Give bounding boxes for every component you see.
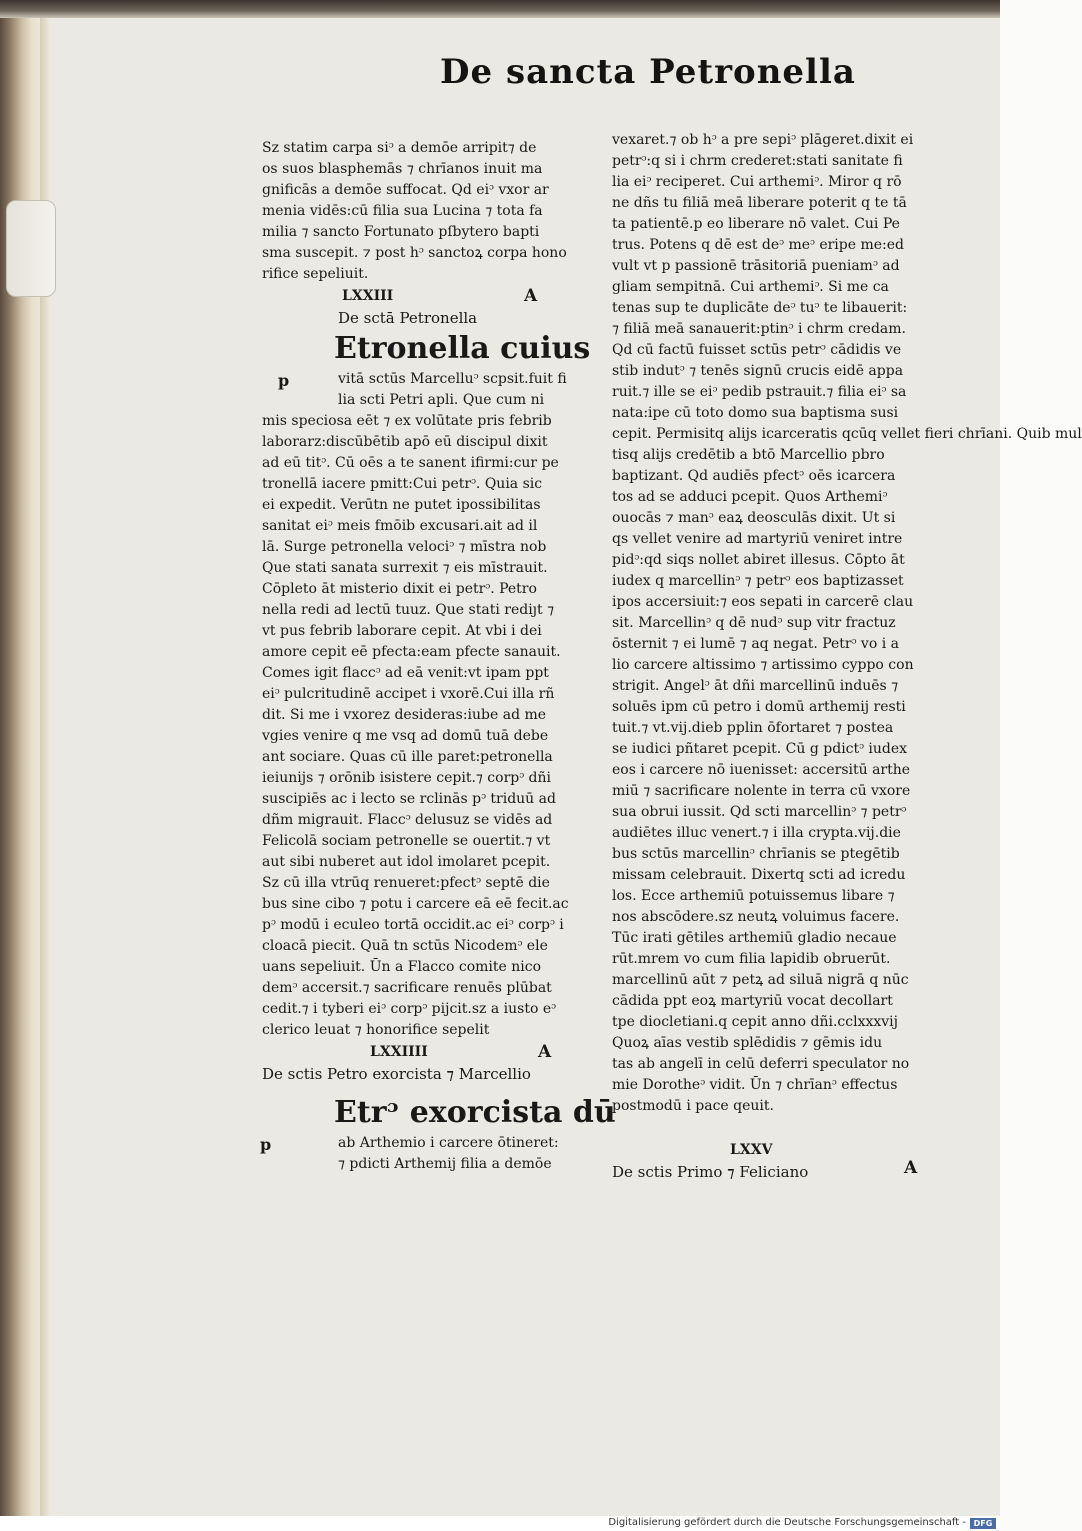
text-line: vult vt p passionē trāsitoriā pueniamᵓ ad — [612, 258, 900, 274]
left-column-body-text — [262, 411, 590, 1041]
right-column-body-text — [612, 130, 1082, 1117]
text-line: mis speciosa eēt ⁊ ex volūtate pris febrib — [262, 413, 552, 429]
text-line: ant sociare. Quas cū ille paret:petronella — [262, 749, 553, 765]
opening-words: Etrᵓ exorcista dū — [334, 1095, 616, 1130]
text-line: Comes igit flaccᵓ ad eā venit:vt ipam ppt — [262, 665, 549, 681]
text-line: ⁊ filiā meā sanauerit:ptinᵓ i chrm credam. — [612, 321, 906, 337]
chapter-number: LXXIIII — [370, 1044, 428, 1060]
text-line: ei expedit. Verūtn ne putet ipossibilitas — [262, 497, 541, 513]
chapter-title-row — [612, 1158, 952, 1183]
text-line: marcellinū aūt ⁊ petꝝ ad siluā nigrā q nūc — [612, 972, 909, 988]
text-line: eos i carcere nō iuenisset: accersitū arthe — [612, 762, 911, 778]
text-line: demᵓ accersit.⁊ sacrificare renuēs plūbat — [262, 980, 552, 996]
text-line: ad eū titᵓ. Cū oēs a te sanent ifirmi:cur pe — [262, 455, 559, 471]
text-line: tpe diocletiani.q cepit anno dñi.cclxxxvij — [612, 1014, 898, 1030]
text-line: Sz statim carpa siᵓ a demōe arripit⁊ de — [262, 140, 537, 156]
text-line: ieiunijs ⁊ orōnib isistere cepit.⁊ corpᵓ dñi — [262, 770, 551, 786]
text-line: nos abscōdere.sz neutꝝ voluimus facere. — [612, 909, 900, 925]
text-line: Qd cū factū fuisset sctūs petrᵓ cādidis ve — [612, 342, 902, 358]
text-line: petrᵓ:q si i chrm crederet:stati sanitate fi — [612, 153, 903, 169]
text-line: nella redi ad lectū tuuz. Que stati rediȷt ⁊ — [262, 602, 555, 618]
text-line: uans sepeliuit. Ūn a Flacco comite nico — [262, 959, 542, 975]
text-line: tos ad se adduci pcepit. Quos Arthemiᵓ — [612, 489, 888, 505]
text-line: tronellā iacere pmitt:Cui petrᵓ. Quia sic — [262, 476, 543, 492]
text-line: trus. Potens q dē est deᵓ meᵓ eripe me:ed — [612, 237, 904, 253]
text-line: audiētes illuc venert.⁊ i illa crypta.vij.die — [612, 825, 901, 841]
chapter-number: LXXV — [730, 1142, 773, 1158]
text-line: ouocās ⁊ manᵓ eaꝝ deosculās dixit. Ut si — [612, 510, 896, 526]
text-line: ne dñs tu filiā meā liberare poterit q te tā — [612, 195, 907, 211]
running-head: De sancta Petronella — [440, 52, 856, 92]
text-line: Quoꝝ aīas vestib splēdidis ⁊ gēmis idu — [612, 1035, 883, 1051]
text-line: los. Ecce arthemiū potuissemus libare ⁊ — [612, 888, 895, 904]
indented-lines — [262, 369, 590, 411]
text-line: dit. Si me i vxorez desideras:iube ad me — [262, 707, 547, 723]
page-marker-tab — [6, 200, 56, 297]
text-line: clerico leuat ⁊ honorifice sepelit — [262, 1022, 490, 1038]
text-line: lia eiᵓ reciperet. Cui arthemiᵓ. Miror q rō — [612, 174, 902, 190]
text-line: iudex q marcellinᵓ ⁊ petrᵓ eos baptizasset — [612, 573, 904, 589]
chapter-letter: A — [904, 1158, 918, 1178]
right-column — [612, 130, 1082, 1183]
text-line: sma suscepit. ⁊ post hᵓ sanctoꝝ corpa hono — [262, 245, 567, 261]
text-line: vitā sctūs Marcelluᵓ scpsit.fuit fi — [338, 371, 567, 387]
text-line: strigit. Angelᵓ āt dñi marcellinū induēs ⁊ — [612, 678, 899, 694]
text-line: postmodū i pace qeuit. — [612, 1098, 774, 1114]
dfg-logo: DFG — [970, 1518, 996, 1529]
text-line: Cōpleto āt misterio dixit ei petrᵓ. Petro — [262, 581, 537, 597]
text-line: ōsternit ⁊ ei lumē ⁊ aq negat. Petrᵓ vo i a — [612, 636, 899, 652]
text-line: Que stati sanata surrexit ⁊ eis mīstrauit. — [262, 560, 548, 576]
top-edge — [0, 0, 1000, 18]
chapter-title: De sctā Petronella — [338, 309, 478, 327]
left-column-opening-text — [262, 138, 590, 285]
chapter-heading-74 — [262, 1041, 590, 1063]
text-line: menia vidēs:cū filia sua Lucina ⁊ tota fa — [262, 203, 543, 219]
text-line: lā. Surge petronella velociᵓ ⁊ mīstra nob — [262, 539, 547, 555]
text-line: Sz cū illa vtrūq renueret:pfectᵓ septē die — [262, 875, 550, 891]
text-line: ipos accersiuit:⁊ eos sepati in carcerē clau — [612, 594, 914, 610]
text-line: nata:ipe cū toto domo sua baptisma susi — [612, 405, 899, 421]
text-line: Felicolā sociam petronelle se ouertit.⁊ vt — [262, 833, 551, 849]
text-line: tas ab angelī in celū deferri speculator no — [612, 1056, 910, 1072]
text-line: ta patientē.p eo liberare nō valet. Cui Pe — [612, 216, 900, 232]
opening-words: Etronella cuius — [334, 331, 591, 366]
text-line: mie Dorotheᵓ vidit. Ūn ⁊ chrīanᵓ effectus — [612, 1077, 898, 1093]
text-line: cloacā piecit. Quā tn sctūs Nicodemᵓ ele — [262, 938, 548, 954]
text-line: bus sine cibo ⁊ potu i carcere eā eē fecit.ac — [262, 896, 569, 912]
text-line: ab Arthemio i carcere ōtineret: — [338, 1135, 559, 1151]
chapter-letter: A — [538, 1042, 552, 1062]
text-line: soluēs ipm cū petro i domū arthemij resti — [612, 699, 906, 715]
text-line: qs vellet venire ad martyriū veniret intre — [612, 531, 903, 547]
text-line: cedit.⁊ i tyberi eiᵓ corpᵓ pijcit.sz a iusto eᵓ — [262, 1001, 556, 1017]
initial-guide-letter: p — [260, 1135, 272, 1154]
text-line: rifice sepeliuit. — [262, 266, 369, 282]
text-line: Tūc irati gētiles arthemiū gladio necaue — [612, 930, 897, 946]
text-line: tuit.⁊ vt.vij.dieb pplin ōfortaret ⁊ postea — [612, 720, 894, 736]
text-line: rūt.mrem vo cum filia lapidib obruerūt. — [612, 951, 891, 967]
text-line: milia ⁊ sancto Fortunato pſbytero bapti — [262, 224, 540, 240]
text-line: sua obrui iussit. Qd scti marcellinᵓ ⁊ petrᵓ — [612, 804, 907, 820]
chapter-title: De sctis Petro exorcista ⁊ Marcellio — [262, 1065, 531, 1083]
text-line: tisq alijs credētib a btō Marcellio pbro — [612, 447, 885, 463]
text-line: sanitat eiᵓ meis fmōib excusari.ait ad il — [262, 518, 538, 534]
text-line: ⁊ pdicti Arthemij filia a demōe — [338, 1156, 552, 1172]
text-line: cādida ppt eoꝝ martyriū vocat decollart — [612, 993, 893, 1009]
text-line: pidᵓ:qd siqs nollet abiret illesus. Cōpto āt — [612, 552, 905, 568]
text-line: vexaret.⁊ ob hᵓ a pre sepiᵓ plāgeret.dixit ei — [612, 132, 914, 148]
text-line: se iudici pñtaret pcepit. Cū g pdictᵓ iudex — [612, 741, 908, 757]
text-line: baptizant. Qd audiēs pfectᵓ oēs icarcera — [612, 468, 896, 484]
text-line: vgies venire q me vsq ad domū tuā debe — [262, 728, 549, 744]
text-line: tenas sup te duplicāte deᵓ tuᵓ te libauerit: — [612, 300, 908, 316]
initial-guide-letter: p — [278, 371, 290, 390]
text-line: cepit. Permisitq alijs icarceratis qcūq vellet fieri chrīani. Quib mul — [612, 426, 1082, 442]
text-line: gliam sempitnā. Cui arthemiᵓ. Si me ca — [612, 279, 889, 295]
text-line: missam celebrauit. Dixertq scti ad icredu — [612, 867, 906, 883]
text-line: eiᵓ pulcritudinē accipet i vxorē.Cui illa rñ — [262, 686, 555, 702]
text-line: pᵓ modū i eculeo tortā occidit.ac eiᵓ corpᵓ i — [262, 917, 564, 933]
text-line: sit. Marcellinᵓ q dē nudᵓ sup vitr fractuz — [612, 615, 896, 631]
text-line: amore cepit eē pfecta:eam pfecte sanauit. — [262, 644, 561, 660]
text-line: lia scti Petri apli. Que cum ni — [338, 392, 545, 408]
text-line: dñm migrauit. Flaccᵓ delusuz se vidēs ad — [262, 812, 553, 828]
left-column — [260, 138, 616, 1175]
chapter-title: De sctis Primo ⁊ Feliciano — [612, 1163, 809, 1181]
funding-credit: Digitalisierung gefördert durch die Deutsche Forschungsgemeinschaft - — [608, 1517, 966, 1528]
text-line: gnificās a demōe suffocat. Qd eiᵓ vxor ar — [262, 182, 549, 198]
text-line: lio carcere altissimo ⁊ artissimo cyppo con — [612, 657, 914, 673]
text-line: stib indutᵓ ⁊ tenēs signū crucis eidē appa — [612, 363, 904, 379]
text-line: laborarz:discūbētib apō eū discipul dixit — [262, 434, 548, 450]
text-line: aut sibi nuberet aut idol imolaret pcepit. — [262, 854, 551, 870]
chapter-heading-73 — [262, 285, 590, 307]
text-line: bus sctūs marcellinᵓ chrīanis se ptegētib — [612, 846, 900, 862]
text-line: ruit.⁊ ille se eiᵓ pedib pstrauit.⁊ filia eiᵓ sa — [612, 384, 907, 400]
text-line: os suos blasphemās ⁊ chrīanos inuit ma — [262, 161, 543, 177]
chapter-number: LXXIII — [342, 288, 394, 304]
text-line: suscipiēs ac i lecto se rclinās pᵓ triduū ad — [262, 791, 556, 807]
chapter-heading-75 — [612, 1139, 952, 1161]
chapter-letter: A — [524, 286, 538, 306]
initial-block-petrus — [260, 1093, 616, 1175]
indented-lines — [262, 1133, 590, 1175]
text-line: vt pus febrib laborare cepit. At vbi i dei — [262, 623, 542, 639]
digitization-footer — [0, 1516, 1000, 1531]
text-line: miū ⁊ sacrificare nolente in terra cū vxore — [612, 783, 911, 799]
initial-block-petronella — [262, 329, 590, 411]
